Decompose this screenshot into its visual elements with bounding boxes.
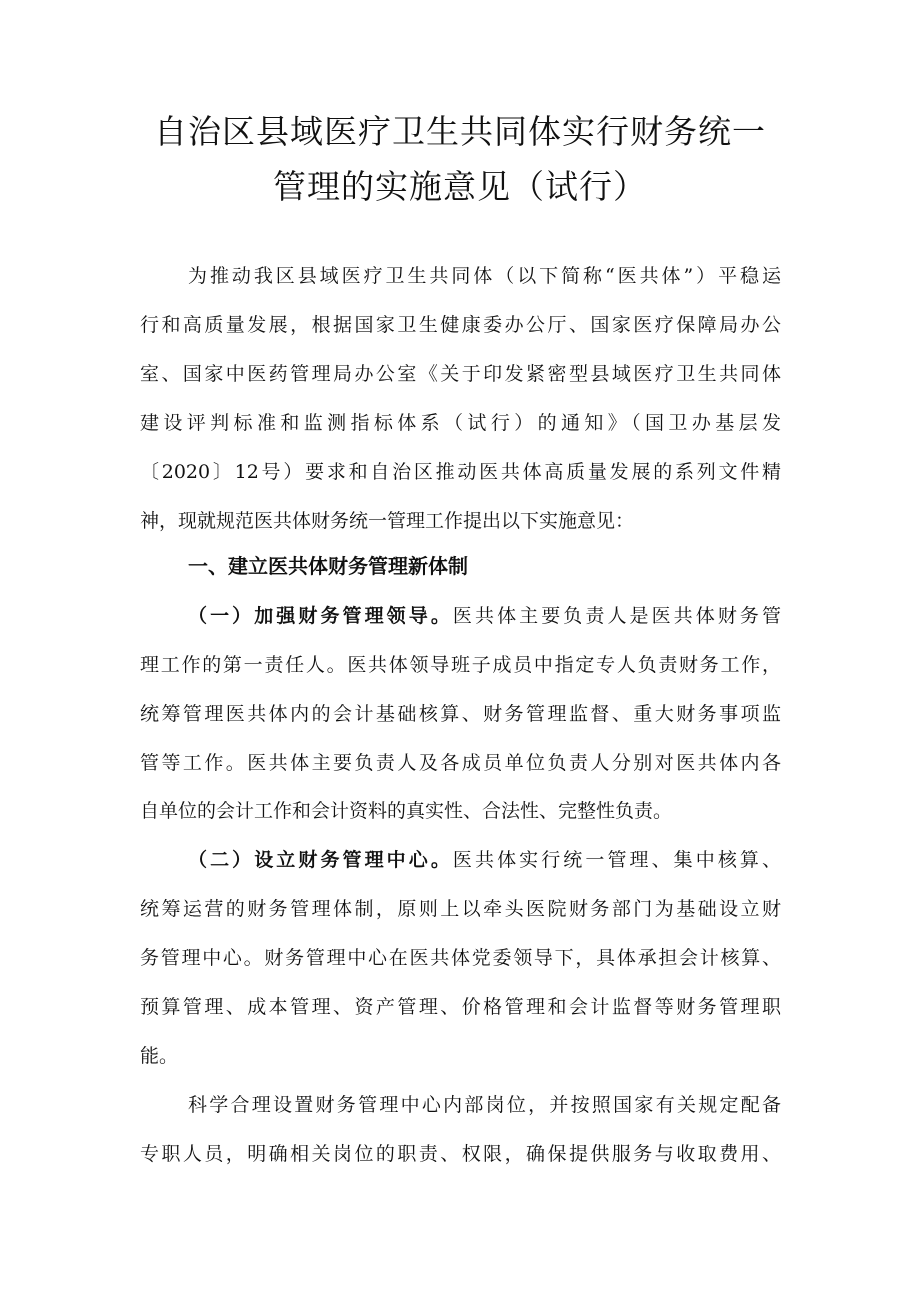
intro-line: 建设评判标准和监测指标体系（试行）的通知》（国卫办基层发 (140, 412, 781, 434)
item1-first-line (188, 602, 781, 630)
item1-line: 管等工作。医共体主要负责人及各成员单位负责人分别对医共体内各 (140, 752, 781, 774)
section-heading: 一、建立医共体财务管理新体制 (188, 554, 468, 578)
intro-line: 室、国家中医药管理局办公室《关于印发紧密型县域医疗卫生共同体 (140, 363, 781, 385)
document-title-line-2: 管理的实施意见（试行） (273, 167, 647, 206)
intro-line: 行和高质量发展，根据国家卫生健康委办公厅、国家医疗保障局办公 (140, 314, 781, 336)
item2-first-line (188, 846, 781, 874)
item1-first-rest: 医共体主要负责人是医共体财务管 (452, 605, 781, 627)
item2-line: 预算管理、成本管理、资产管理、价格管理和会计监督等财务管理职 (140, 996, 781, 1018)
intro-line: 为推动我区县域医疗卫生共同体（以下简称“医共体”）平稳运 (188, 265, 781, 287)
item2-lead: （二）设立财务管理中心。 (188, 849, 453, 871)
intro-line: 神，现就规范医共体财务统一管理工作提出以下实施意见： (140, 510, 635, 532)
item1-line: 自单位的会计工作和会计资料的真实性、合法性、完整性负责。 (140, 800, 673, 822)
item1-lead: （一）加强财务管理领导。 (188, 605, 453, 627)
item1-line: 统筹管理医共体内的会计基础核算、财务管理监督、重大财务事项监 (140, 703, 781, 725)
para3-line: 科学合理设置财务管理中心内部岗位，并按照国家有关规定配备 (188, 1094, 781, 1116)
item2-line: 务管理中心。财务管理中心在医共体党委领导下，具体承担会计核算、 (140, 947, 781, 969)
item1-line: 理工作的第一责任人。医共体领导班子成员中指定专人负责财务工作， (140, 654, 781, 676)
document-title-line-1: 自治区县域医疗卫生共同体实行财务统一 (154, 112, 766, 151)
intro-line: 〔2020〕12号）要求和自治区推动医共体高质量发展的系列文件精 (140, 461, 781, 483)
item2-line: 统筹运营的财务管理体制，原则上以牵头医院财务部门为基础设立财 (140, 898, 781, 920)
item2-first-rest: 医共体实行统一管理、集中核算、 (452, 849, 781, 871)
item2-line: 能。 (140, 1045, 179, 1067)
para3-line: 专职人员，明确相关岗位的职责、权限，确保提供服务与收取费用、 (140, 1143, 781, 1165)
